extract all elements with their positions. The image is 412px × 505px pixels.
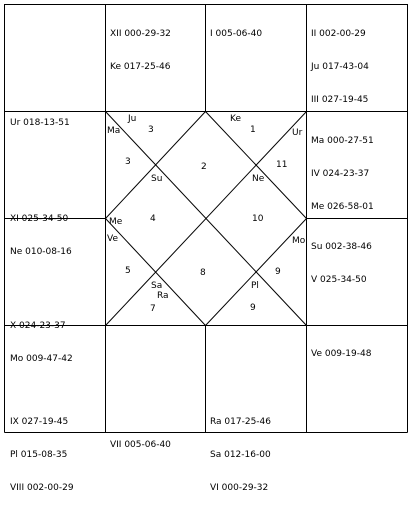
cell-line: II 002-00-29	[311, 29, 366, 39]
house-number: 7	[150, 304, 156, 314]
house-number: 11	[276, 160, 288, 170]
cell-r3c3-text	[311, 327, 371, 371]
planet-label: Ur	[292, 128, 303, 138]
cell-r3c2-text	[210, 395, 271, 505]
cell-r0c3-text	[311, 7, 369, 117]
house-number: 3	[125, 157, 131, 167]
planet-label: Su	[151, 174, 163, 184]
cell-line: Ke 017-25-46	[110, 62, 171, 72]
cell-line: Ur 018-13-51	[10, 118, 70, 128]
cell-line: IV 024-23-37	[311, 169, 370, 179]
cell-line: Sa 012-16-00	[210, 450, 271, 460]
planet-label: Ma	[107, 126, 121, 136]
cell-r0c2-text	[210, 7, 262, 51]
planet-label: Mo	[292, 236, 306, 246]
cell-r1c3-text	[311, 114, 374, 224]
planet-label: Ve	[107, 234, 118, 244]
planet-label: Ne	[252, 174, 265, 184]
cell-r2c3-text	[311, 220, 372, 297]
cell-line: V 025-34-50	[311, 275, 367, 285]
cell-line: I 005-06-40	[210, 29, 263, 39]
cell-r0c1-text	[110, 7, 171, 84]
cell-line: Me 026-58-01	[311, 202, 374, 212]
cell-line: Ne 010-08-16	[10, 247, 72, 257]
cell-line: Ve 009-19-48	[311, 349, 372, 359]
cell-line: Ma 000-27-51	[311, 136, 374, 146]
house-number: 9	[250, 303, 256, 313]
cell-line: Su 002-38-46	[311, 242, 372, 252]
cell-line: Pl 015-08-35	[10, 450, 68, 460]
house-number: 9	[275, 267, 281, 277]
cell-line: VI 000-29-32	[210, 483, 269, 493]
cell-line: VII 005-06-40	[110, 440, 171, 450]
house-number: 4	[150, 214, 156, 224]
cell-line: IX 027-19-45	[10, 417, 69, 427]
cell-line: Ra 017-25-46	[210, 417, 272, 427]
cell-r3c1-text	[110, 418, 171, 462]
house-number: 3	[148, 125, 154, 135]
planet-label: Ju	[128, 114, 137, 124]
house-number: 2	[201, 162, 207, 172]
cell-r0c0-text	[10, 96, 70, 140]
cell-line: XI 025-34-50	[10, 214, 69, 224]
cell-line: III 027-19-45	[311, 95, 369, 105]
planet-label: Me	[109, 217, 123, 227]
cell-line: Ju 017-43-04	[311, 62, 369, 72]
cell-r2c0-text	[10, 299, 73, 376]
cell-line: Mo 009-47-42	[10, 354, 73, 364]
planet-label: Ra	[157, 291, 169, 301]
cell-line: XII 000-29-32	[110, 29, 171, 39]
house-number: 8	[200, 268, 206, 278]
house-number: 5	[125, 266, 131, 276]
cell-r1c0-text	[10, 192, 72, 269]
cell-r3c0-text	[10, 395, 74, 505]
house-number: 10	[252, 214, 264, 224]
cell-line: X 024-23-37	[10, 321, 66, 331]
planet-label: Pl	[251, 281, 259, 291]
cell-line: VIII 002-00-29	[10, 483, 74, 493]
house-number: 1	[250, 125, 256, 135]
planet-label: Ke	[230, 114, 241, 124]
planet-label: Sa	[151, 281, 163, 291]
